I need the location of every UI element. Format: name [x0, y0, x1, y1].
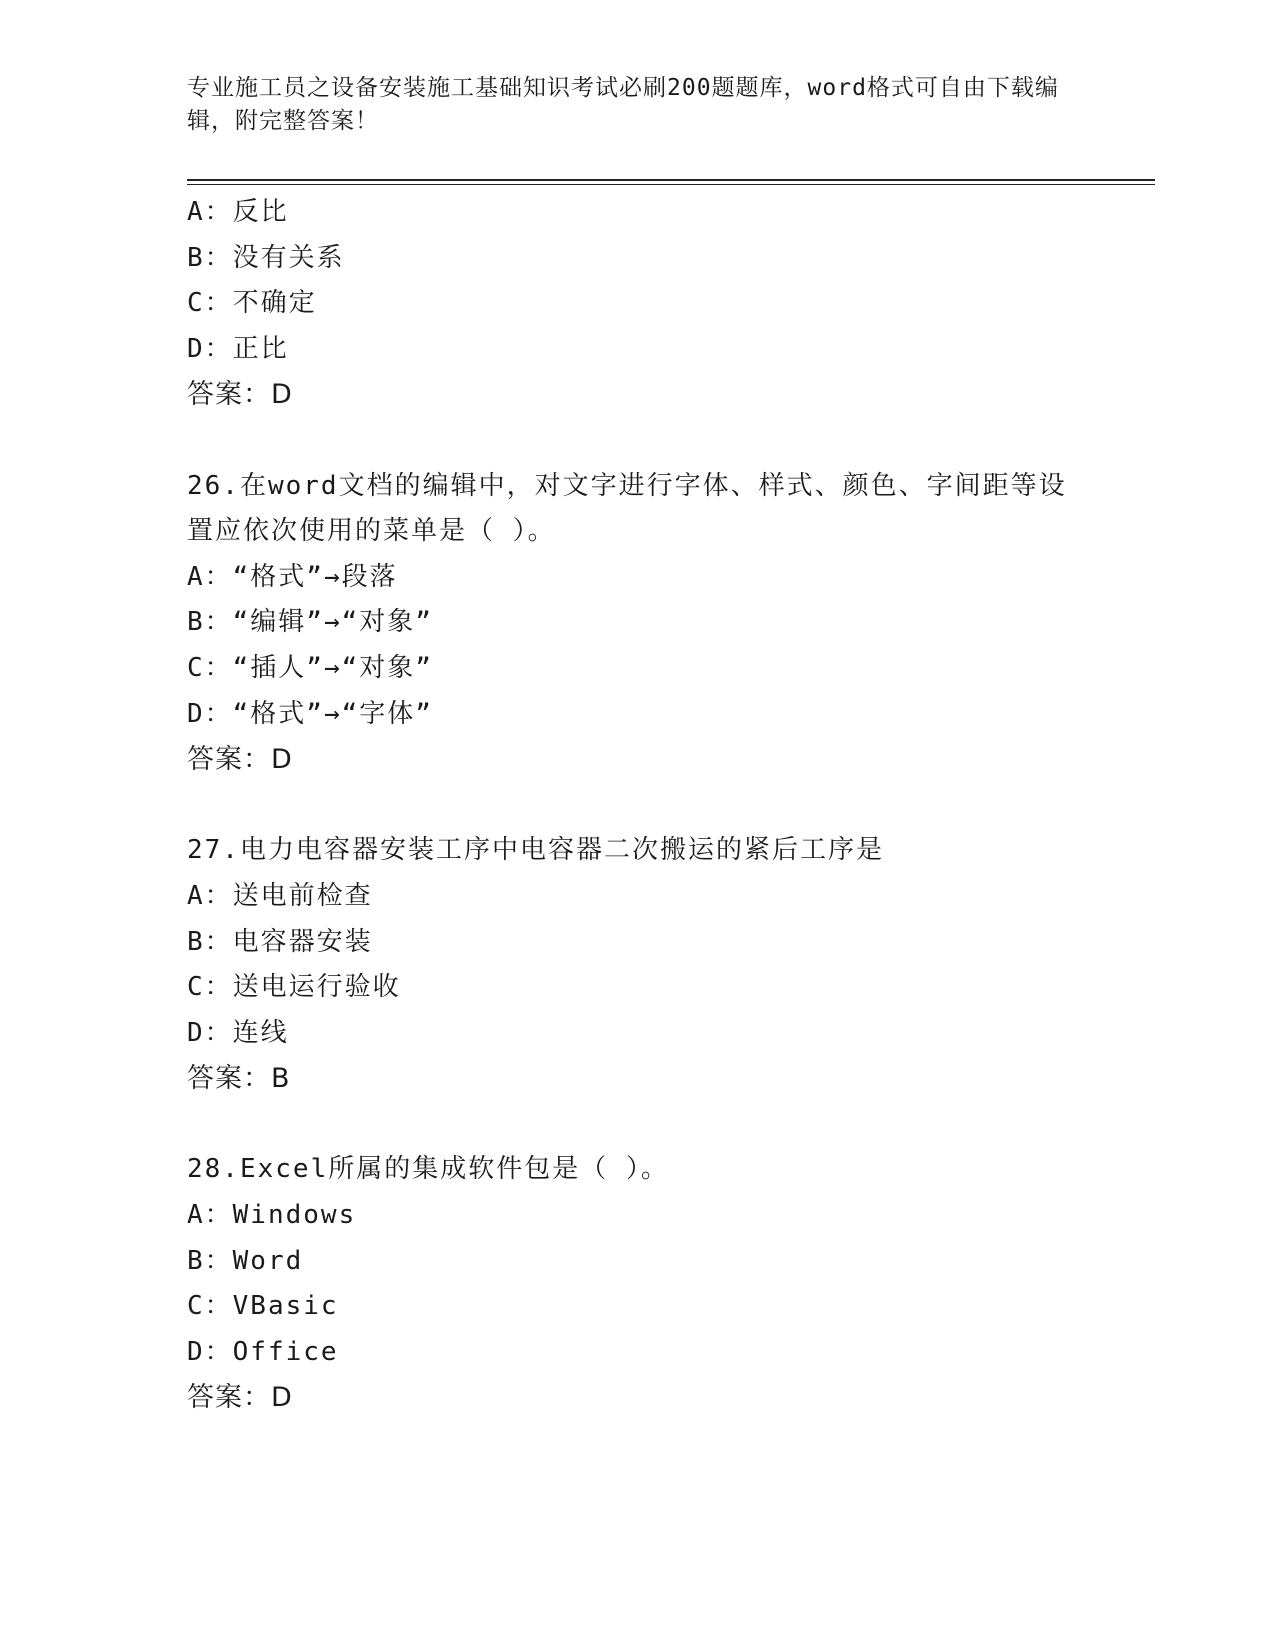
option-d: D：正比: [187, 333, 289, 364]
answer-line: 答案：D: [187, 379, 293, 411]
option-c: C：不确定: [187, 288, 317, 319]
option-b: B：没有关系: [187, 242, 345, 273]
spacer: [187, 418, 1087, 464]
option-a: A：Windows: [187, 1200, 357, 1231]
question-text: 26.在word文档的编辑中，对文字进行字体、样式、颜色、字间距等设置应依次使用的菜单是（ ）。: [187, 470, 1067, 547]
spacer: [187, 1102, 1087, 1148]
option-b: B：Word: [187, 1245, 304, 1276]
option-c: C：“插人”→“对象”: [187, 652, 433, 683]
answer-line: 答案：B: [187, 1063, 291, 1095]
document-header: 专业施工员之设备安装施工基础知识考试必刷200题题库，word格式可自由下载编辑，附完整答案！: [187, 75, 1059, 134]
option-d: D：“格式”→“字体”: [187, 698, 433, 729]
option-d: D：Office: [187, 1336, 339, 1367]
option-d: D：连线: [187, 1017, 289, 1048]
question-continued: [187, 190, 1087, 418]
question-text: 28.Excel所属的集成软件包是（ ）。: [187, 1154, 669, 1185]
header-rule-thick: [187, 179, 1155, 181]
option-b: B：“编辑”→“对象”: [187, 607, 433, 638]
question-list: [187, 190, 1087, 1421]
option-c: C：VBasic: [187, 1291, 339, 1322]
question-27: [187, 828, 1087, 1102]
answer-line: 答案：D: [187, 1382, 293, 1414]
question-28: [187, 1147, 1087, 1421]
spacer: [187, 783, 1087, 829]
option-c: C：送电运行验收: [187, 972, 401, 1003]
header-rule-thin: [187, 184, 1155, 185]
question-text: 27.电力电容器安装工序中电容器二次搬运的紧后工序是: [187, 835, 884, 866]
answer-line: 答案：D: [187, 744, 293, 776]
option-a: A：“格式”→段落: [187, 561, 398, 592]
option-b: B：电容器安装: [187, 926, 373, 957]
option-a: A：送电前检查: [187, 880, 373, 911]
question-26: [187, 464, 1087, 783]
option-a: A：反比: [187, 197, 289, 227]
